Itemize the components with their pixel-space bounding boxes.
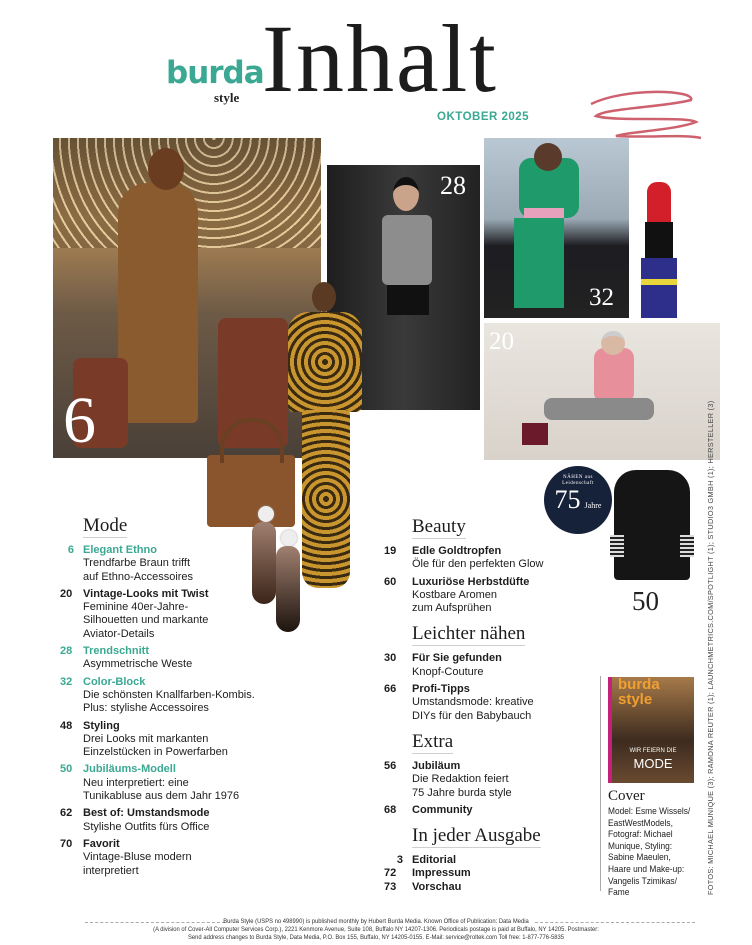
toc-page-number: 73 xyxy=(384,880,397,893)
toc-entry-description: Vintage-Bluse modern xyxy=(83,851,192,864)
photo-color-block xyxy=(484,138,629,318)
toc-entry-description: Neu interpretiert: eine xyxy=(83,776,189,789)
toc-entry-description: interpretiert xyxy=(83,864,139,877)
lipstick-scribble xyxy=(586,82,708,144)
cover-credit-line: Fotograf: Michael xyxy=(608,829,673,841)
toc-entry[interactable] xyxy=(60,588,320,641)
toc-entry-title: Vorschau xyxy=(412,880,462,893)
toc-entry-title: Elegant Ethno xyxy=(83,544,157,556)
toc-entry-description: Öle für den perfekten Glow xyxy=(412,558,544,571)
toc-entry-title: Profi-Tipps xyxy=(412,683,470,696)
page-number-32: 32 xyxy=(589,284,614,311)
toc-entry-description: Die Redaktion feiert xyxy=(412,773,509,786)
page-number-6: 6 xyxy=(63,384,96,457)
section-heading: Beauty xyxy=(412,516,466,537)
toc-entry-title: Jubiläum xyxy=(412,759,461,772)
toc-entry-title: Color-Block xyxy=(83,675,146,688)
page-number-20: 20 xyxy=(489,328,514,355)
toc-page-number: 30 xyxy=(384,652,397,665)
badge-tagline: NÄHEN aus Leidenschaft xyxy=(562,475,594,486)
toc-entry[interactable] xyxy=(384,683,584,723)
cover-credit-line: Haare und Make-up: xyxy=(608,863,685,875)
toc-page-number: 28 xyxy=(60,645,73,658)
toc-entry-description: Umstandsmode: kreative xyxy=(412,696,534,709)
toc-entry[interactable] xyxy=(60,544,320,584)
toc-entry[interactable] xyxy=(384,576,584,616)
toc-page-number: 6 xyxy=(67,544,74,556)
cover-heading: Cover xyxy=(608,788,645,804)
footer-line: Burda Style (USPS no 498990) is published monthly by Hubert Burda Media. Known Office of Publication: Data Media xyxy=(223,918,529,925)
cover-credit-line: Munique, Styling: xyxy=(608,840,673,852)
toc-entry-description: auf Ethno-Accessoires xyxy=(83,570,194,583)
toc-entry-title: Trendschnitt xyxy=(83,645,150,658)
page-number-50: 50 xyxy=(632,586,659,616)
toc-page-number: 50 xyxy=(60,763,73,776)
toc-entry[interactable] xyxy=(60,763,320,803)
photo-styling xyxy=(484,323,720,460)
cover-credit-line: Fame xyxy=(608,887,630,899)
toc-entry-description: Drei Looks mit markanten xyxy=(83,732,209,745)
lipstick-image xyxy=(641,182,677,318)
section-heading: In jeder Ausgabe xyxy=(412,825,541,847)
toc-entry[interactable] xyxy=(384,881,584,894)
toc-page-number: 48 xyxy=(60,719,73,732)
toc-page-number: 72 xyxy=(384,867,397,880)
toc-entry-description: Asymmetrische Weste xyxy=(83,658,193,671)
toc-entry-description: 75 Jahre burda style xyxy=(412,786,512,799)
toc-entry-description: Stylishe Outfits fürs Office xyxy=(83,820,210,833)
toc-entry[interactable] xyxy=(384,760,584,800)
toc-entry-description: Die schönsten Knallfarben-Kombis. xyxy=(83,688,255,701)
toc-entry-description: zum Aufsprühen xyxy=(412,602,492,615)
section-heading: Leichter nähen xyxy=(412,623,526,645)
toc-entry-title: Best of: Umstandsmode xyxy=(83,807,210,820)
photo-credits: FOTOS: MICHAEL MUNIQUE (3); RAMONA REUTER (1); LAUNCHMETRICS.COM/SPOTLIGHT (1); STUDIO3 GMBH (1); HERSTELLER (3) xyxy=(706,400,715,895)
toc-entry-description: Einzelstücken in Powerfarben xyxy=(83,746,228,759)
toc-entry[interactable] xyxy=(60,645,320,672)
section-heading: Extra xyxy=(412,730,454,752)
cover-thumb-headline: WIR FEIERN DIE xyxy=(629,748,677,754)
toc-page-number: 68 xyxy=(384,803,397,816)
page-number-28: 28 xyxy=(440,171,466,200)
toc-entry[interactable] xyxy=(384,854,584,867)
toc-entry-title: Jubiläums-Modell xyxy=(83,763,176,776)
toc-entry-description: Tunikabluse aus dem Jahr 1976 xyxy=(83,790,240,803)
toc-entry[interactable] xyxy=(60,720,320,760)
toc-page-number: 56 xyxy=(384,759,397,772)
badge-word: Jahre xyxy=(584,501,602,510)
toc-entry-title: Favorit xyxy=(83,837,120,850)
cover-credit-line: Model: Esme Wissels/ xyxy=(608,806,691,817)
toc-page-number: 60 xyxy=(384,575,397,588)
toc-page-number: 3 xyxy=(396,854,403,867)
toc-page-number: 19 xyxy=(384,545,397,557)
cover-credit-line: Sabine Maeulen, xyxy=(608,852,671,864)
toc-entry-description: Trendfarbe Braun trifft xyxy=(83,557,190,570)
cover-thumb-headline-2: MODE xyxy=(633,756,673,771)
toc-entry-title: Editorial xyxy=(412,854,457,867)
toc-entry[interactable] xyxy=(60,807,320,834)
toc-entry-title: Für Sie gefunden xyxy=(412,652,502,665)
photo-elegant-ethno xyxy=(53,138,321,458)
toc-entry-title: Vintage-Looks mit Twist xyxy=(83,587,209,600)
cover-credit-line: Vangelis Tzimikas/ xyxy=(608,875,677,887)
footer-line: (A division of Cover-All Computer Services Corp.), 2221 Kenmore Avenue, Suite 108, Buffalo NY 14207-1306. Periodicals postage is paid at Buffalo, NY 14205. Postmaster: xyxy=(153,926,599,933)
toc-entry-description: Plus: stylishe Accessoires xyxy=(83,702,209,715)
cover-thumbnail xyxy=(608,677,694,783)
toc-entry-title: Community xyxy=(412,803,473,816)
toc-entry-title: Styling xyxy=(83,719,120,732)
toc-entry-description: Kostbare Aromen xyxy=(412,588,497,601)
toc-entry-title: Luxuriöse Herbstdüfte xyxy=(412,575,530,588)
toc-right-column xyxy=(384,516,584,894)
toc-entry[interactable] xyxy=(384,545,584,572)
toc-entry-description: Silhouetten und markante xyxy=(83,614,209,627)
toc-page-number: 70 xyxy=(60,837,73,850)
issue-date: OKTOBER 2025 xyxy=(437,111,530,123)
footer-line: Send address changes to Burda Style, Data Media, P.O. Box 155, Buffalo, NY 14205-0155. E-Mail: service@roltek.com Toll free: 1-877-776-5835 xyxy=(188,934,564,941)
toc-page-number: 66 xyxy=(384,683,397,696)
footer-imprint xyxy=(26,918,725,942)
cover-divider xyxy=(600,676,601,891)
toc-entry[interactable] xyxy=(384,652,584,679)
page-title: Inhalt xyxy=(262,5,498,112)
toc-entry-description: DIYs für den Babybauch xyxy=(412,709,532,722)
badge-number: 75 xyxy=(554,485,581,514)
tunic-blouse-image xyxy=(614,470,690,580)
toc-entry-title: Edle Goldtropfen xyxy=(412,545,502,557)
toc-page-number: 20 xyxy=(60,587,73,600)
toc-entry-description: Aviator-Details xyxy=(83,627,155,640)
toc-page-number: 32 xyxy=(60,675,73,688)
burda-logo-style: style xyxy=(214,90,240,105)
anniversary-badge xyxy=(544,466,612,534)
toc-entry[interactable] xyxy=(60,838,320,878)
burda-logo: burda xyxy=(166,55,264,91)
toc-entry[interactable] xyxy=(60,676,320,716)
toc-entry-description: Feminine 40er-Jahre- xyxy=(83,601,189,614)
cover-credit-line: EastWestModels, xyxy=(608,817,673,829)
toc-entry[interactable] xyxy=(384,867,584,880)
cover-credits xyxy=(608,806,705,899)
cover-thumb-logo: burda style xyxy=(618,677,660,708)
toc-entry[interactable] xyxy=(384,804,584,817)
toc-left-column xyxy=(60,515,320,882)
toc-entry-description: Knopf-Couture xyxy=(412,665,484,678)
toc-entry-title: Impressum xyxy=(412,867,471,880)
toc-page-number: 62 xyxy=(60,807,73,820)
section-heading-mode: Mode xyxy=(83,515,128,536)
